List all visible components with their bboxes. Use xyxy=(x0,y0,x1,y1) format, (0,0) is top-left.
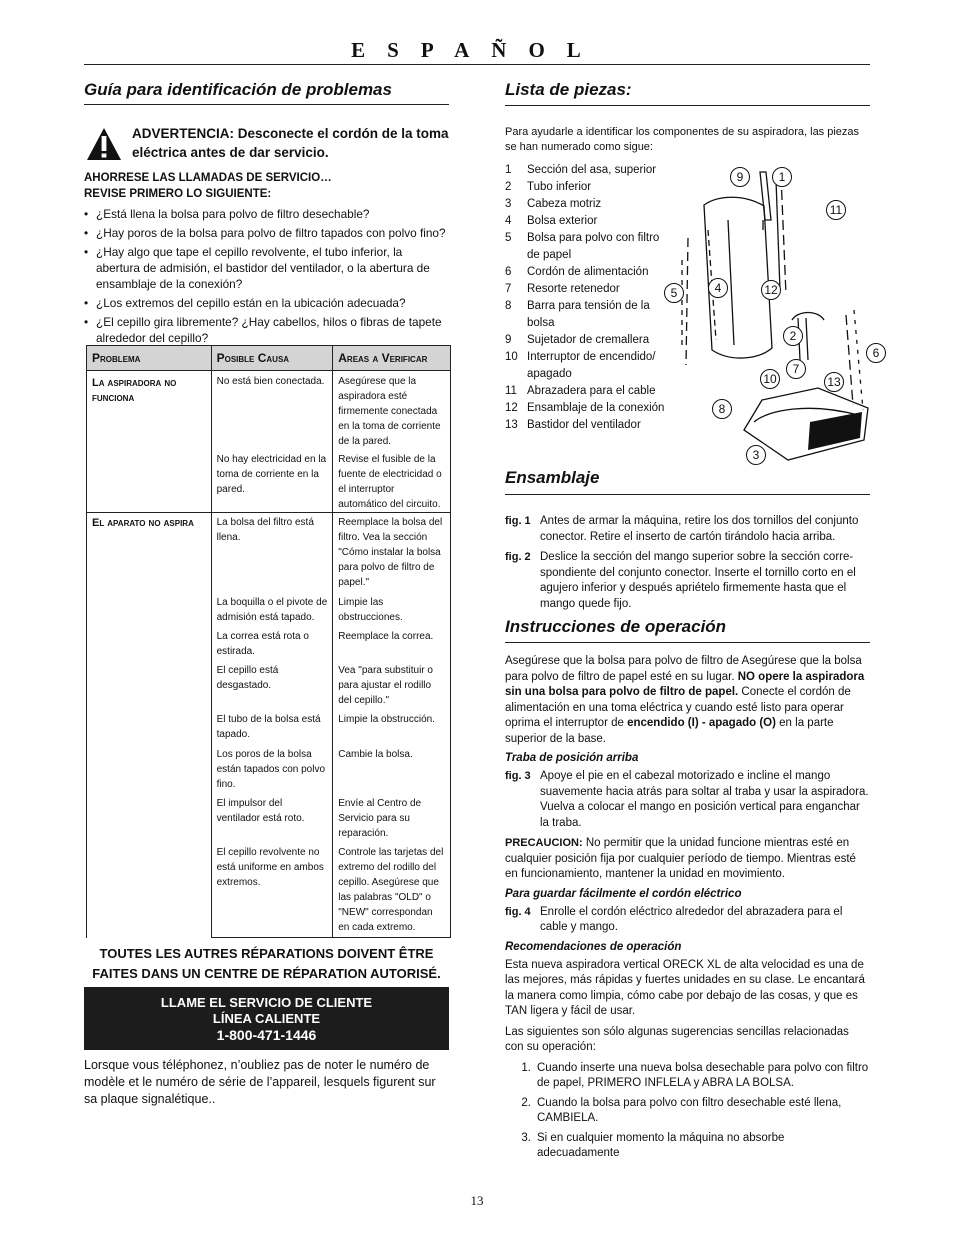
operation-title: Instrucciones de operación xyxy=(505,617,727,636)
recommendations-subheading: Recomendaciones de operación xyxy=(505,940,682,953)
check-cell: Reemplace la bolsa del filtro. Vea la sección "Cómo instalar la bolsa para polvo de filtro de papel." xyxy=(333,513,451,596)
op-text: en la parte superior de la base. xyxy=(505,717,834,745)
section-rule xyxy=(84,104,449,105)
part-name: Sujetador de cremallera xyxy=(527,334,650,346)
part-number: 6 xyxy=(505,266,512,278)
hotline-phone: 1-800-471-1446 xyxy=(216,1027,317,1043)
hotline-line2: LÍNEA CALIENTE xyxy=(212,1011,321,1026)
part-name: Cabeza motriz xyxy=(527,198,602,210)
tip-number: 1. xyxy=(521,1061,531,1074)
header-rule xyxy=(84,64,870,65)
part-name: Interruptor de encendido/ apagado xyxy=(527,351,656,380)
parts-list-item xyxy=(505,213,665,230)
part-callout: 7 xyxy=(786,359,806,379)
part-name: Bolsa exterior xyxy=(527,215,598,227)
cord-subheading: Para guardar fácilmente el cordón eléctrico xyxy=(505,887,742,900)
parts-list-item xyxy=(505,281,665,298)
tip-text: Si en cualquier momento la máquina no absorbe adecuadamente xyxy=(537,1131,785,1159)
part-callout: 10 xyxy=(760,369,780,389)
op-text: Asegúrese que la bolsa para polvo de filtro de Asegúrese que la bolsa para polvo de filtro de papel esté en su lugar. xyxy=(505,655,862,683)
parts-list-item xyxy=(505,298,665,332)
op-bold: encendido (I) - apagado (O) xyxy=(627,717,776,729)
section-rule xyxy=(505,494,870,495)
checklist-item: • ¿Está llena la bolsa para polvo de filtro desechable? xyxy=(84,206,449,222)
part-name: Tubo inferior xyxy=(527,181,592,193)
part-name: Abrazadera para el cable xyxy=(527,385,656,397)
check-cell: Cambie la bolsa. xyxy=(333,747,451,796)
part-callout: 1 xyxy=(772,167,792,187)
part-name: Barra para tensión de la bolsa xyxy=(527,300,650,329)
parts-list-item xyxy=(505,162,665,179)
problem-cell: La aspiradora no funciona xyxy=(87,371,212,513)
parts-list-item xyxy=(505,400,665,417)
fig-label: fig. 2 xyxy=(505,551,531,563)
right-column xyxy=(505,80,870,155)
part-number: 7 xyxy=(505,283,512,295)
parts-list-item xyxy=(505,417,665,434)
part-number: 9 xyxy=(505,334,512,346)
check-cell: Envíe al Centro de Servicio para su reparación. xyxy=(333,796,451,845)
cause-cell: El tubo de la bolsa está tapado. xyxy=(211,712,333,747)
tip-number: 2. xyxy=(521,1096,531,1109)
section-rule xyxy=(505,105,870,106)
troubleshooting-title: Guía para identificación de problemas xyxy=(84,80,392,99)
check-cell: Revise el fusible de la fuente de electricidad o el interruptor automático del circuito. xyxy=(333,452,451,513)
check-first-line: REVISE PRIMERO LO SIGUIENTE: xyxy=(84,188,272,200)
caution-text: No permitir que la unidad funcione mientras esté en cualquier posición fija por cualquier período de tiempo. Mientras esté en funcionamiento, mantener la unidad en movimiento. xyxy=(505,837,856,880)
parts-intro: Para ayudarle a identificar los componentes de su aspiradora, las piezas se han numerado como sigue: xyxy=(505,126,860,153)
lock-subheading: Traba de posición arriba xyxy=(505,752,639,764)
left-column xyxy=(84,80,449,349)
assembly-section xyxy=(505,468,870,1166)
part-callout: 12 xyxy=(761,280,781,300)
assembly-title: Ensamblaje xyxy=(505,468,600,487)
operation-paragraph xyxy=(505,654,870,747)
checklist-item: • ¿El cepillo gira libremente? ¿Hay cabellos, hilos o fibras de tapete alrededor del cepillo? xyxy=(84,314,449,346)
assembly-step xyxy=(505,550,870,612)
phone-note: Lorsque vous téléphonez, n’oubliez pas de noter le numéro de modèle et le numéro de série de l’appareil, lesquels figurent sur sa plaque signalétique.. xyxy=(84,1058,436,1106)
authorized-repair-note: TOUTES LES AUTRES RÉPARATIONS DOIVENT ÊTRE FAITES DANS UN CENTRE DE RÉPARATION AUTORISÉ. xyxy=(92,946,441,981)
fig-text: Apoye el pie en el cabezal motorizado e incline el mango suavemente hacia atrás para soltar al traba y usar la aspiradora. Vuelva a colocar el mango en posición vertical para enganchar la traba. xyxy=(540,770,869,829)
check-cell: Vea "para substituir o para ajustar el rodillo del cepillo." xyxy=(333,663,451,712)
part-number: 13 xyxy=(505,419,518,431)
part-callout: 13 xyxy=(824,372,844,392)
checklist-item: • ¿Hay poros de la bolsa para polvo de filtro tapados con polvo fino? xyxy=(84,225,449,241)
cause-cell: La correa está rota o estirada. xyxy=(211,629,333,663)
fig-label: fig. 4 xyxy=(505,905,531,918)
part-number: 1 xyxy=(505,164,512,176)
header-problem: Problema xyxy=(87,346,212,371)
cause-cell: El impulsor del ventilador está roto. xyxy=(211,796,333,845)
part-callout: 2 xyxy=(783,326,803,346)
troubleshooting-table xyxy=(86,345,451,938)
fig-label: fig. 1 xyxy=(505,515,531,527)
list-item xyxy=(505,1061,870,1092)
header-cause: Posible Causa xyxy=(211,346,333,371)
parts-list-title: Lista de piezas: xyxy=(505,80,632,99)
parts-list-item xyxy=(505,179,665,196)
caution-paragraph xyxy=(505,836,870,883)
op-text: Conecte el cordón de alimentación en una toma eléctrica y cuando esté listo para operar oprima el interruptor de xyxy=(505,686,851,729)
warning-triangle-icon xyxy=(86,127,122,161)
part-number: 5 xyxy=(505,232,512,244)
part-name: Sección del asa, superior xyxy=(527,164,657,176)
fig-text: Antes de armar la máquina, retire los dos tornillos del conjunto conector. Retire el inserto de cartón tirándolo hacia arriba. xyxy=(540,515,859,543)
caution-label: PRECAUCION: xyxy=(505,837,583,849)
parts-list-item xyxy=(505,196,665,213)
part-number: 4 xyxy=(505,215,512,227)
language-heading: ESPAÑOL xyxy=(351,38,603,62)
part-number: 10 xyxy=(505,351,518,363)
part-name: Bolsa para polvo con filtro de papel xyxy=(527,232,660,261)
header-check: Areas a Verificar xyxy=(333,346,451,371)
fig-label: fig. 3 xyxy=(505,770,531,782)
page-number: 13 xyxy=(470,1193,484,1208)
fig-text: Enrolle el cordón eléctrico alrededor del abrazadera para el cable y mango. xyxy=(540,905,843,933)
tip-text: Cuando inserte una nueva bolsa desechable para polvo con filtro de papel, PRIMERO INFLELA y ABRA LA BOLSA. xyxy=(537,1061,869,1089)
parts-list-item xyxy=(505,349,665,383)
part-number: 12 xyxy=(505,402,518,414)
op-bold: NO opere la aspiradora sin una bolsa para polvo de filtro de papel. xyxy=(505,670,865,698)
tips-list xyxy=(505,1061,870,1162)
part-callout: 9 xyxy=(730,167,750,187)
list-item xyxy=(505,1096,870,1127)
part-name: Resorte retenedor xyxy=(527,283,620,295)
assembly-step xyxy=(505,514,870,545)
check-cell: Controle las tarjetas del extremo del rodillo del cepillo. Asegúrese que las palabras "OLD" o "NEW" correspondan en cada extremo. xyxy=(333,845,451,938)
part-name: Bastidor del ventilador xyxy=(527,419,641,431)
list-item xyxy=(505,1131,870,1162)
check-cell: Asegúrese que la aspiradora esté firmemente conectada en la toma de corriente de la pared. xyxy=(333,371,451,453)
parts-list-item xyxy=(505,332,665,349)
part-name: Ensamblaje de la conexión xyxy=(527,402,665,414)
service-hotline-box xyxy=(84,987,449,1050)
checklist-item: • ¿Los extremos del cepillo están en la ubicación adecuada? xyxy=(84,295,449,311)
table-row xyxy=(87,513,451,596)
parts-list xyxy=(505,162,665,434)
tip-number: 3. xyxy=(521,1131,531,1144)
cause-cell: La boquilla o el pivote de admisión está tapado. xyxy=(211,595,333,629)
cause-cell: El cepillo está desgastado. xyxy=(211,663,333,712)
part-callout: 8 xyxy=(712,399,732,419)
part-number: 3 xyxy=(505,198,512,210)
part-name: Cordón de alimentación xyxy=(527,266,649,278)
check-cell: Limpie las obstrucciones. xyxy=(333,595,451,629)
checklist-item: • ¿Hay algo que tape el cepillo revolvente, el tubo inferior, la abertura de admisión, el bastidor del ventilador, o la abertura de ensamblaje de la conexión? xyxy=(84,244,449,292)
save-calls-heading xyxy=(84,170,449,202)
part-callout: 6 xyxy=(866,343,886,363)
vacuum-parts-diagram xyxy=(668,160,890,470)
check-cell: Reemplace la correa. xyxy=(333,629,451,663)
recommendations-intro: Las siguientes son sólo algunas sugerencias sencillas relacionadas con su operación: xyxy=(505,1025,849,1053)
parts-list-item xyxy=(505,264,665,281)
part-number: 8 xyxy=(505,300,512,312)
fig4-step xyxy=(505,905,870,936)
cause-cell: No hay electricidad en la toma de corriente en la pared. xyxy=(211,452,333,513)
part-number: 11 xyxy=(505,385,517,397)
cause-cell: No está bien conectada. xyxy=(211,371,333,453)
parts-list-item xyxy=(505,383,665,400)
part-callout: 3 xyxy=(746,445,766,465)
tip-text: Cuando la bolsa para polvo con filtro desechable esté llena, CAMBIELA. xyxy=(537,1096,842,1124)
table-header-row xyxy=(87,346,451,371)
save-calls-line: AHORRESE LAS LLAMADAS DE SERVICIO… xyxy=(84,172,332,184)
parts-list-item xyxy=(505,230,665,264)
fig3-step xyxy=(505,769,870,831)
recommendations-paragraph: Esta nueva aspiradora vertical ORECK XL de alta velocidad es una de las mejores, más rápidas y fuertes unidades en su clase. Le encantará la manera como limpia, cómo cabe por debajo de las cosas, y que es TAN ligera y fácil de usar. xyxy=(505,958,865,1017)
table-row xyxy=(87,371,451,453)
part-number: 2 xyxy=(505,181,512,193)
part-callout: 4 xyxy=(708,278,728,298)
part-callout: 5 xyxy=(664,283,684,303)
checklist xyxy=(84,206,449,346)
warning-text: ADVERTENCIA: Desconecte el cordón de la toma eléctrica antes de dar servicio. xyxy=(132,126,449,160)
part-callout: 11 xyxy=(826,200,846,220)
section-rule xyxy=(505,642,870,643)
cause-cell: Los poros de la bolsa están tapados con polvo fino. xyxy=(211,747,333,796)
cause-cell: La bolsa del filtro está llena. xyxy=(211,513,333,596)
check-cell: Limpie la obstrucción. xyxy=(333,712,451,747)
hotline-line1: LLAME EL SERVICIO DE CLIENTE xyxy=(160,995,373,1010)
cause-cell: El cepillo revolvente no está uniforme en ambos extremos. xyxy=(211,845,333,938)
problem-cell: El aparato no aspira xyxy=(87,513,212,938)
fig-text: Deslice la sección del mango superior sobre la sección corre-spondiente del conjunto conector. Inserte el tornillo corto en el agujero inferior y después apriételo firmemente hasta que el mango quede fijo. xyxy=(540,551,856,610)
brushroll-window xyxy=(808,412,862,450)
warning-block xyxy=(84,124,449,162)
